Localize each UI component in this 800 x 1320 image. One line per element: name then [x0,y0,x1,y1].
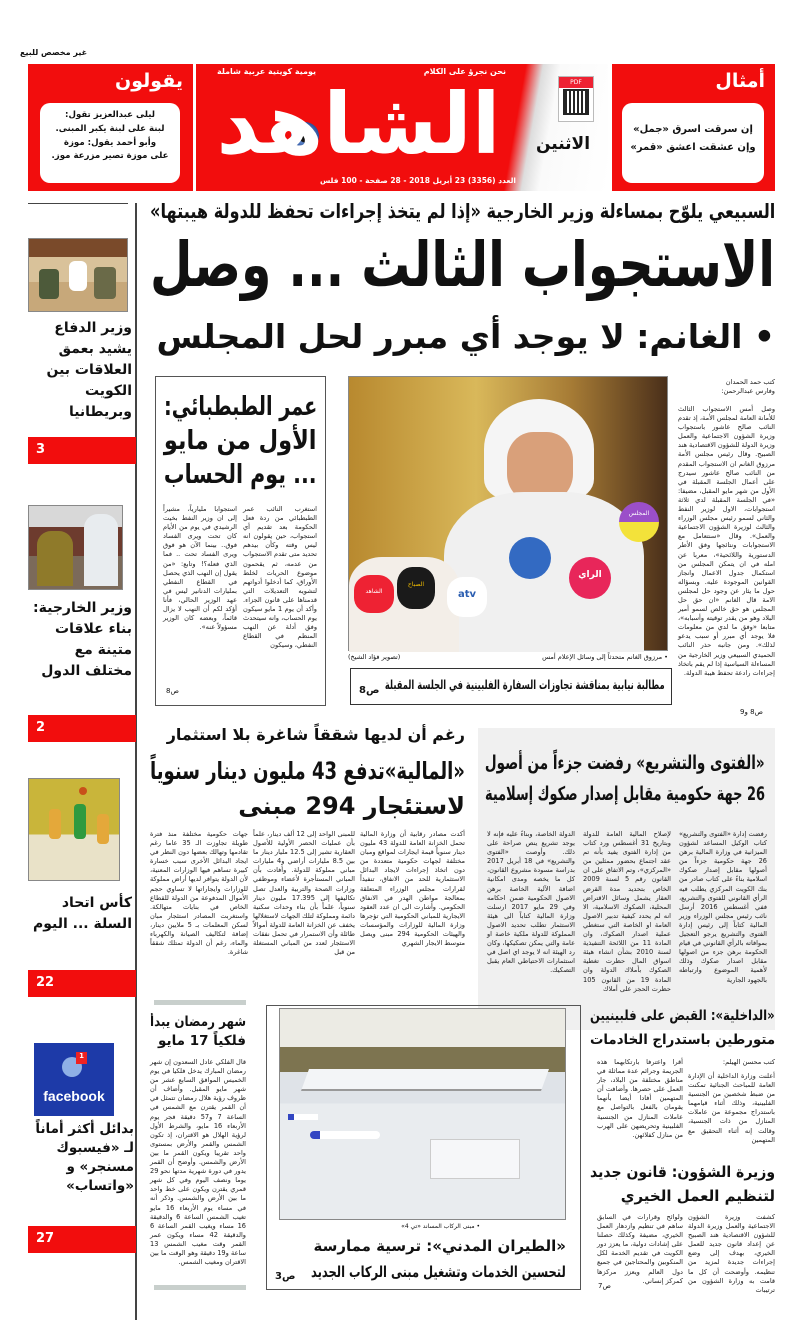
sidebar-headline[interactable]: بدائل أكثر أماناً لـ «فيسبوك مسنجر» و «واتساب» [35,1121,134,1195]
sayings-title: يقولون [115,70,183,92]
sayings-content [40,103,180,183]
ramadan-headline[interactable] [150,1013,246,1051]
main-byline: كتب حمد الحمدان وفارس عبدالرحمن: [721,378,775,396]
sidebar-page-badge[interactable]: 3 [28,437,136,464]
notification-badge: 1 [76,1052,87,1064]
microphone: المجلس [619,502,659,542]
proverbs-box [612,64,775,191]
sidebar-page-badge[interactable]: 22 [28,970,136,997]
fitted-text: لتحسين الخدمات وتشغيل مبنى الركاب الجديد [311,1262,566,1281]
page-reference[interactable]: ص8 [166,687,179,695]
fitted-text: 26 جهة حكومية مقابل إصدار صكوك إسلامية [485,783,765,806]
interior-headline[interactable] [590,1005,775,1053]
fitted-text: «الفتوى والتشريع» رفضت جزءاً من أصول [485,752,765,774]
facebook-wordmark: facebook [43,1088,105,1104]
fitted-text: وإن عشقت اعشق «قمر» [630,142,756,153]
page-reference[interactable]: ص3 [275,1271,296,1282]
fitted-text: وأبو أحمد يقول: موزة [63,137,157,148]
microphone: الشاهد [354,575,394,613]
omar-body-col2: استجوابا مليارياً، مشيراً إلى ان وزير النفط بخيت الرشيدي في يوم من الأيام كان تحت ويرى الفساد فوق.. بينما الآن هو فوق ويرى الفساد تحت .. فما الذي فعله؟! وتابع: «من يقول إن النهب الذي يحصل في القطاع النفطي بمليارات الدنانير ليس في عهد الوزير الحالي، فأنا أؤكد لكم أن النهب لا يزال قائماً، وبعضه كان الوزير مسؤولاً عنه». [163,505,237,632]
fitted-text: السبيعي يلوّح بمساءلة وزير الخارجية «إذا لم يتخذ إجراءات تحفظ للدولة هيبتها» [149,199,775,223]
photo-caption [370,1223,480,1230]
sidebar-headline[interactable]: وزير الدفاع يشيد بعمق العلاقات بين الكويت وبريطانيا [46,320,132,420]
proverbs-title: أمثال [715,70,765,92]
sidebar-page-badge[interactable]: 27 [28,1226,136,1253]
masthead [196,64,608,191]
headline-line [311,1234,566,1260]
headline-line [590,1029,775,1053]
proverbs-content [622,103,764,183]
finance-body-col1: أكدت مصادر رقابية أن وزارة المالية تحمل الخزانة العامة للدولة 43 مليون دينار سنوياً قيمة ايجارات لمواقع ومبان مختلفة لجهات حكومية متعددة من دون اتخاذ إجراءات لايجاد البدائل الاستثمارية للحد من الانفاق، تنفيذاً لقرارات مجلس الوزراء المتعلقة بمعالجة مواطن الهدر في الانفاق الحكومي. وأشارت الى ان عدد العقود الايجارية للمباني الحكومية التي تؤجرها وزارة المالية للوزارات والمؤسسات والهيئات الحكومية 294 مبنى ويصل متوسط الايجار الشهري [360,830,465,948]
sidebar-headline[interactable]: كأس اتحاد السلة ... اليوم [32,895,132,932]
proverb-line [626,139,760,157]
omar-headline[interactable] [164,391,317,492]
fitted-text: • مرزوق الغانم متحدثاً إلى وسائل الإعلام أمس [542,653,668,661]
fitted-text: لبنة على لبنة يكبر المبنى. [55,123,165,134]
fitted-text: مطالبة نيابية بمناقشة تجاوزات السفارة الفلبينية في الجلسة المقبلة [385,677,665,692]
fitted-text: «الطيران المدني»: ترسية ممارسة [313,1237,566,1255]
fitted-text: «الداخلية»: القبض على فلبينيين [590,1008,775,1024]
finance-body-col2: للمبنى الواحد إلى 12 ألف دينار، علماً بأن عمليات الحصر الأولية للأصول العقارية تشير إلى 12.5 مليار دينار ما بين 8.5 مليارات أراضي و4 مليارات مباني مملوكة للدولة. وأفادت بأن المباني المستأجرة لأعضاء وموظفي وزارات الصحة والتربية والعدل تصل تكاليفها إلى 17.395 مليون دينار سنوياً، علماً بأن بناء وحدات سكنية دائمة ومملوكة لتلك الجهات لاستغلالها يخفف عن الخزانة العامة للدولة أموالاً طائلة وأن الاستمرار في تحمل نفقات الاستئجار لعدد من المباني المستغلة من قبل [253,830,355,957]
fitted-text: • الغانم: لا يوجد أي مبرر لحل المجلس [156,317,775,356]
qr-code-icon [565,91,587,113]
fitted-text: رغم أن لديها شققاً شاغرة بلا استثمار [166,725,465,744]
fitted-text: ... يوم الحساب [164,459,317,490]
main-subheadline[interactable] [150,318,775,356]
headline-line [485,779,765,810]
fitted-text: لاستئجار 294 مبنى [238,791,465,820]
fitted-text: الأول من مايو [164,425,317,456]
fitted-text: متورطين باستدراج الخادمات [589,1031,775,1048]
fitted-text: الشاهد [216,75,501,173]
day-label: الاثنين [536,134,591,154]
microphone [509,537,551,579]
airplane-icon [310,1131,380,1139]
ministry-body-col2: ولوائح وقرارات في السابق ساهم في تنظيم وازدهار العمل الخيري، مضيفة وكذلك حصلنا على إشادات دولية، ما يعزز دور الكويت في تقديم الخدمة لكل المنكوبين والمحتاجين في جميع دول العالم ويعزز مركزها كمركز إنساني. [597,1213,683,1285]
main-photo[interactable] [348,376,668,651]
boxed-headline-text [385,678,665,692]
fitted-text: نحن نجرؤ على الكلام [423,67,506,76]
page-reference[interactable]: ص8 [359,685,380,696]
sayings-box [28,64,193,191]
photo-caption [470,653,668,661]
microphone: الراي [569,557,611,599]
main-body: وصل أمس الاستجواب الثالث للأمانة العامة لمجلس الأمة، إذ تقدم النائب صالح عاشور باستجواب وزيرة الشؤون الاجتماعية والعمل وزيرة الدولة للشؤون الاقتصادية هند الصبيح. وقال رئيس مجلس الأمة مرزوق الغانم ان الاستجواب المقدم من النائب صالح عاشور سيدرج على أعمال الجلسة المقبلة في الأول من شهر مايو المقبل، مضيفا: «في الجلسة المقبلة لدي ثلاثة استجوابات، الاول لوزير النفط والثاني لسمو رئيس مجلس الوزراء والثالث لوزيرة الشؤون الاجتماعية والعمل». وقال «سنتعامل مع الاستجوابات ونتائجها وفق الأطر الدستورية واللائحية»، معربا عن امله في ان يتمكن المجلس من استكمال جدول الاعمال وانجاز القوانين الموجودة عليه. وبسؤاله حول ما يثار عن وجود حل لمجلس الامة قال الغانم «ان حق حل المجلس هو حق خالص لسمو أمير البلاد وهو من يقدر توقيته وأسبابه»، متابعا «وفق ما لدي من معلومات فلا يوجد أي مبرر أو سبب يدعو لذلك». ومن جانبه حذر النائب الحميدي السبيعي وزير الخارجية من المساءلة السياسية إذا لم يقم باتخاذ إجراءات رادعة تحفظ هيبة الدولة. [678,405,775,677]
sidebar-photo-basketball[interactable] [28,778,120,881]
headline-line [485,748,765,779]
fatwa-body-col3: الدولة الخاصة، وبناءً عليه فإنه لا يوجد تشريع ينص صراحة على ذلك. وأوصت «الفتوى والتشريع» في 18 أبريل 2017 بدراسة مسودة مشروع القانون، كل ما يخصه ومدى امكانية اضافة الآلية الخاصة برهن الاصول الحكومية ضمن احكامه وفي 29 مايو 2017 ارسلت وزارة المالية كتاباً الى هيئة الاستثمار تطلب تحديد الاصول المملوكة للدولة ملكية خاصة او عامة والتي يمكن تصكيكها، وكان رد الهيئة انه لا يوجد اي اصل في استثمارات الاحتياطي العام يقبل التصكيك. [487,830,575,975]
headline-line [164,425,317,459]
finance-body-col3: جهات حكومية مختلفة منذ فترة طويلة تجاوزت الـ 35 عاما رغم تقادمها وتهالك بعضها دون النظر في ايجاد البدائل الأخرى سبب خسارة كبيرة تساهم فيها الوزارات المعنية، لأن الدولة يتوافر لديها أراض مملوكة للوزارات وايجاراتها لا تساوي حجم الأموال المدفوعة من الدولة للقطاع الخاص في بنايات متهالكة. واستغربت المصادر استئجار مبان لسكن المعلمات بـ 5 ملايين دينار، إضافة لتكاليف الصيانة والكهرباء والماء، رغم أن الدولة تمتلك شققاً شاغرة. [150,830,248,957]
headline-line [150,1032,246,1051]
microphone: الصباح [397,567,435,609]
terminal-roof [301,1069,549,1091]
terminal-building [430,1139,520,1179]
fitted-text: الاستجواب الثالث ... وصل [149,228,775,301]
fatwa-article [478,728,775,1030]
airplane-icon [288,1114,318,1120]
fitted-text: عمر الطبطبائي: [163,392,317,422]
photo-credit [348,653,428,661]
saying-line [44,137,176,151]
headline-line [590,1160,775,1184]
ministry-headline[interactable] [590,1160,775,1208]
fitted-text: شهر رمضان يبدأ [149,1014,246,1030]
fitted-text: فلكياً 17 مايو [158,1032,246,1049]
fitted-text: على موزة تصير مزرعة موز. [51,151,169,162]
headline-line [590,1005,775,1029]
pdf-label: PDF [559,77,593,88]
proverb-line [626,121,760,139]
facebook-logo[interactable] [34,1043,114,1116]
page-reference[interactable]: ص8 و9 [740,708,764,716]
omar-article [155,376,326,706]
airport-headline[interactable] [311,1234,566,1285]
microphone: atv [447,577,487,617]
ministry-body-col1: كشفت وزيرة الشؤون الاجتماعية والعمل وزيرة الدولة للشؤون الاقتصادية هند الصبيح عن إعداد قانون جديد للعمل الخيري، بهدف إلى وضع إجراءات جديدة لمزيد من تنظيمه. وأوضحت أن كل ما قامت به وزارة الشؤون من ترتيبات [688,1213,775,1294]
headline-line [164,459,317,493]
sidebar-photo-foreign-minister[interactable] [28,505,123,590]
airport-photo[interactable] [279,1008,566,1220]
boxed-headline[interactable] [350,668,672,705]
page-reference[interactable]: ص7 [598,1282,611,1290]
top-subheadline[interactable] [150,200,775,223]
sidebar-page-badge[interactable]: 2 [28,715,136,742]
finance-kicker [150,726,465,744]
fatwa-body-col1: رفضت إدارة «الفتوى والتشريع» كتاب الوكيل المساعد لشؤون الميزانية في وزارة المالية برهن 26 جهة حكومية جزءاً من أصولها مقابل إصدار صكوك اسلامية بناءً على كتاب صادر من بنك الكويت المركزي يطلب فيه الرأي القانوني للفتوى والتشريع، ففي أغسطس 2016 أرسل نائب رئيس مجلس الوزراء وزير المالية كتاباً إلى رئيس إدارة الفتوى والتشريع يرجو التعجيل بموافاته بالرأي القانوني في قيام الحكومة برهن جزء من اصولها مقابل اصدار صكوك وذلك لأهمية الموضوع وارتباطه بالجهود الجارية [679,830,767,984]
sidebar-top-rule [28,203,128,204]
saying-line [44,123,176,137]
ramadan-body: قال الفلكي عادل السعدون إن شهر رمضان المبارك يدخل فلكيا في يوم الخميس الموافق السابع عشر من شهر مايو المقبل. وأضاف أن ظروف رؤية هلال رمضان تتمثل في أن القمر يقترن مع الشمس في الساعة 7 و57 دقيقة فجر يوم الأربعاء 16 مايو، والشرط الأول لرؤية الهلال هو الاقتران، إذ تكون الشمس والقمر والأرض بمستوى واحد تقريبا ويكون القمر ما بين الأرض والشمس. وأوضح أن القمر يدور في دورة شهرية مدتها نحو 29 يوما ونصف اليوم وفي كل شهر قمري يقترن ويكون على خط واحد ما بين الأرض والشمس. وذكر أنه في مساء يوم الأربعاء 16 مايو تغيب الشمس الساعة 6 والدقيقة 16 مساء ويغيب القمر الساعة 6 والدقيقة 42 مساء ويكون عمر القمر وقت مغيب الشمس 13 ساعة و19 دقيقة وهو الوقت ما بين الاقتران ومغيب الشمس. [150,1058,246,1267]
fitted-text: (تصوير فؤاد الشيخ) [348,653,401,661]
interior-byline: كتب محسن الهيلم: [722,1058,775,1066]
rule [154,1285,246,1290]
headline-line [164,391,317,425]
airport-article [266,1005,581,1290]
main-headline[interactable] [149,228,775,301]
rule [154,1000,246,1005]
fitted-text: «المالية»تدفع 43 مليون دينار سنوياً [150,757,465,785]
headline-line [311,1260,566,1286]
fitted-text: • مبنى الركاب المساند «تي 4» [401,1223,480,1230]
fitted-text: إن سرقت اسرق «جمل» [633,124,753,135]
headline-line [590,1184,775,1208]
interior-body-col1: أعلنت وزارة الداخلية أن الإدارة العامة للمباحث الجنائية تمكنت من ضبط شخصين من الجنسية الفلبينية، وذلك أثناء قيامهما باستدراج مجموعة من عاملات المنازل من ذات الجنسية، وقالت إنه أثناء التحقيق مع المتهمين [688,1072,775,1144]
saying-line [44,150,176,164]
omar-body-col1: استغرب النائب عمر الطبطبائي من ردة فعل الحكومة بعد تقديم أي استجواب، حين يقولون انه ليس وقته وكأن بيدهم تحديد متى تقدم الاستجواب من عدمه، ثم يقحمون موضوع الحريات لخلط الأوراق، كما أدخلوا أدواتهم لتشويه التعديلات التي قدمناها على قانون الجزاء. وأكد أن يوم 1 مايو سيكون يوم الحساب، وانه سيتحدث وفق أدلة عن النهب المنظم في القطاع النفطي، وسيكون [243,505,317,650]
fitted-text: لتنظيم العمل الخيري [620,1187,775,1205]
newspaper-logo [211,75,506,173]
fitted-text: ليلى عبدالعزيز تقول: [65,110,155,120]
fatwa-body-col2: لإصلاح المالية العامة للدولة وبتاريخ 31 أغسطس ورد كتاب من إدارة الفتوى يفيد بأنه تم عقد اجتماع بحضور ممثلين من «المركزي»، وتم الاتفاق على ان القانون رقم 5 لسنة 2009 الخاص بتحديد مدة القرض العقار يشمل وسائل الاقتراض المحلية، الصكوك الاسلامية، الا انه لم يحدد كيفية تدبير الاصول العامة او الخاصة التي ستغطي عملية اصدار الصكوك، وان المادة 11 من اللائحة التنفيذية لسنة 2010 بشأن انشاء هيئة اسواق المال حظرت تغطية الصكوك بأملاك الدولة وان المادة 19 من القانون 105 حظرت الحجز على أملاك [583,830,672,993]
interior-body-col2: أقرا واعترفا بارتكابهما هذه الجريمة وجرائم عدة مماثلة في مناطق مختلفة من البلاد، جار العمل على حصرها. وأضافت أن المتهمين أفادا أيضا بأنهما يقومان بالفعل بالتواصل مع عاملات المنازل من الجنسية الفلبينية وتحريضهن على الهرب من منازل كفلائهن. [597,1058,683,1139]
not-for-sale-label: غير مخصص للبيع [20,48,88,57]
pdf-download[interactable] [558,76,594,122]
fitted-text: وزيرة الشؤون: قانون جديد [589,1163,775,1181]
headline-line [150,1013,246,1032]
issue-line [236,176,516,185]
sidebar-headline[interactable]: وزير الخارجية: بناء علاقات متينة مع مختلف الدول [33,600,132,679]
fitted-text: يومية كويتية عربية شاملة [216,67,316,76]
fatwa-headline[interactable] [485,748,765,811]
fitted-text: العدد (3356) 23 أبريل 2018 - 28 صفحة - 100 فلس [319,176,516,185]
saying-line [44,109,176,123]
